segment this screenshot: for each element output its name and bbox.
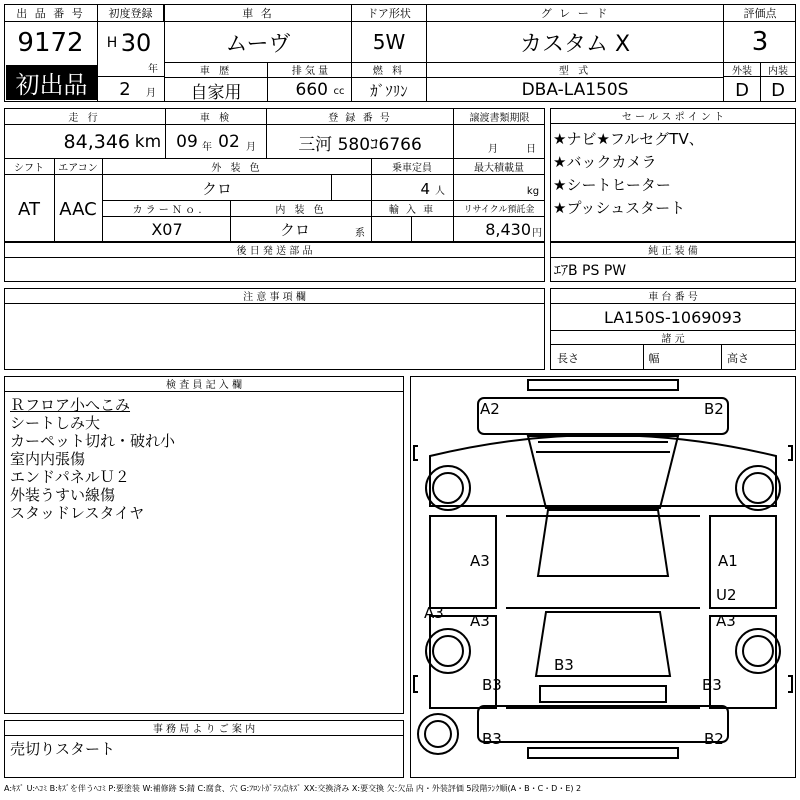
dims-length: 長さ [557,352,579,365]
office-label: 事 務 局 よ り ご 案 内 [4,720,404,736]
inspector-lines [10,396,390,522]
lot-label: 出 品 番 号 [4,4,98,22]
reg-month-unit: 月 [146,87,156,99]
car-name: ムーヴ [225,31,291,57]
inspector-line: シートしみ大 [10,414,101,432]
capacity-unit: 人 [435,185,445,197]
history: 自家用 [190,82,242,103]
damage-mark: A3 [470,612,490,630]
ext-label: 外装 [724,62,760,77]
displacement: 660 [295,80,328,100]
inspector-label: 検 査 員 記 入 欄 [4,376,404,392]
inspector-line: カーペット切れ・破れ小 [10,432,176,450]
ext-score: D [735,79,749,101]
color-number: X07 [151,219,183,239]
dims-height: 高さ [727,352,749,365]
damage-mark: B3 [482,730,502,748]
damage-mark: B2 [704,400,724,418]
insp-year: 09 [176,132,198,152]
notes-label: 注 意 事 項 欄 [4,288,545,304]
damage-mark: U2 [716,586,737,604]
damage-mark: B3 [554,656,574,674]
name-label: 車 名 [165,4,351,22]
inspector-line: エンドパネルＵ２ [10,468,130,486]
sales-line: ★シートヒーター [553,176,671,194]
first-listing-badge: 初出品 [6,65,97,100]
legend-footer: A:ｷｽﾞ U:ﾍｺﾐ B:ｷｽﾞを伴うﾍｺﾐ P:要塗装 W:補修跡 S:錆 C:腐食、穴 G:ﾌﾛﾝﾄｶﾞﾗｽ点ｷｽﾞ XX:交換済み X:要交換 欠:欠品 内・外装評価 5段階ﾗﾝｸ順(A・B・C・D・E) 2 [4,784,582,793]
plate-number: 三河 580ｺ6766 [298,134,422,155]
inspector-line: Ｒフロア小へこみ [10,396,131,414]
score-label: 評価点 [724,4,796,22]
recycle-unit: 円 [532,227,542,239]
dims-width: 幅 [648,352,660,365]
grade-label: グ レ ー ド [427,4,723,22]
dims-label: 諸 元 [550,330,796,345]
score: 3 [751,27,769,57]
car-outline [410,376,796,778]
transfer-label: 譲渡書類期限 [469,112,530,124]
damage-mark: B3 [702,676,722,694]
interior-color: クロ [279,220,310,239]
equipment-value: ｴｱB PS PW [554,263,627,279]
sales-lines [553,128,793,220]
recycle-fee: 8,430 [485,219,531,239]
load-unit: kg [526,185,540,197]
door-label: ドア形状 [352,4,426,22]
inspector-line: 外装うすい線傷 [10,486,116,504]
damage-mark: B3 [482,676,502,694]
damage-mark: B2 [704,730,724,748]
later-parts-label: 後 日 発 送 部 品 [4,242,545,258]
chassis-number: LA150S-1069093 [604,307,742,327]
load-label: 最大積載量 [474,162,524,174]
sales-line: ★プッシュスタート [553,199,686,217]
office-text: 売切りスタート [10,740,116,758]
damage-mark: A3 [470,552,490,570]
chassis-label: 車 台 番 号 [550,288,796,304]
shift-label: シフト [14,162,44,174]
damage-mark: A3 [716,612,736,630]
inspection-label: 車 検 [199,112,233,124]
fuel: ｶﾞｿﾘﾝ [370,81,408,100]
damage-mark: A2 [480,400,500,418]
reg-year: 30 [120,29,152,57]
capacity-label: 乗車定員 [392,162,432,174]
reg-label: 初度登録 [98,4,164,22]
colorno-label: カ ラ ー Ｎ ｏ . [132,204,202,216]
model-code: DBA-LA150S [521,80,629,100]
door-type: 5W [372,30,406,54]
reg-year-unit: 年 [148,63,158,75]
insp-year-unit: 年 [202,141,212,153]
sales-line: ★バックカメラ [553,153,657,171]
inspector-line: 室内内張傷 [10,450,86,468]
capacity: 4 [420,180,430,198]
insp-month: 02 [218,132,240,152]
int-score: D [771,79,785,101]
mileage: 84,346 [63,131,130,153]
transfer-day: 日 [526,143,536,155]
mileage-label: 走 行 [68,112,101,124]
exterior-color: クロ [201,179,232,198]
damage-mark: A3 [424,604,444,622]
cc-unit: cc [333,85,345,97]
lot-number: 9172 [4,22,98,64]
transfer-month: 月 [488,143,498,155]
reg-era: H [106,35,118,51]
import-label: 輸 入 車 [388,204,436,216]
aircon: AAC [59,198,97,220]
interior-unit: 系 [355,227,365,239]
ac-label: エアコン [58,162,98,174]
shift: AT [18,198,40,220]
equipment-label: 純 正 装 備 [550,242,796,258]
sales-line: ★ナビ★フルセグTV、 [553,130,704,148]
history-label: 車 歴 [199,66,233,77]
reg-month: 2 [119,78,131,100]
grade: カスタム X [519,31,631,57]
color-label: 外 装 色 [211,162,263,174]
inspector-line: スタッドレスタイヤ [10,504,145,522]
cc-label: 排 気 量 [291,66,329,77]
interior-label: 内 装 色 [275,204,327,216]
insp-month-unit: 月 [246,141,256,153]
damage-mark: A1 [718,552,738,570]
fuel-label: 燃 料 [372,66,406,77]
sales-label: セ ー ル ス ポ イ ン ト [550,108,796,124]
plate-label: 登 録 番 号 [328,112,392,124]
recycle-label: リサイクル預託金 [463,204,535,215]
int-label: 内装 [760,62,796,77]
mileage-unit: km [134,132,162,152]
model-label: 型 式 [558,66,592,77]
